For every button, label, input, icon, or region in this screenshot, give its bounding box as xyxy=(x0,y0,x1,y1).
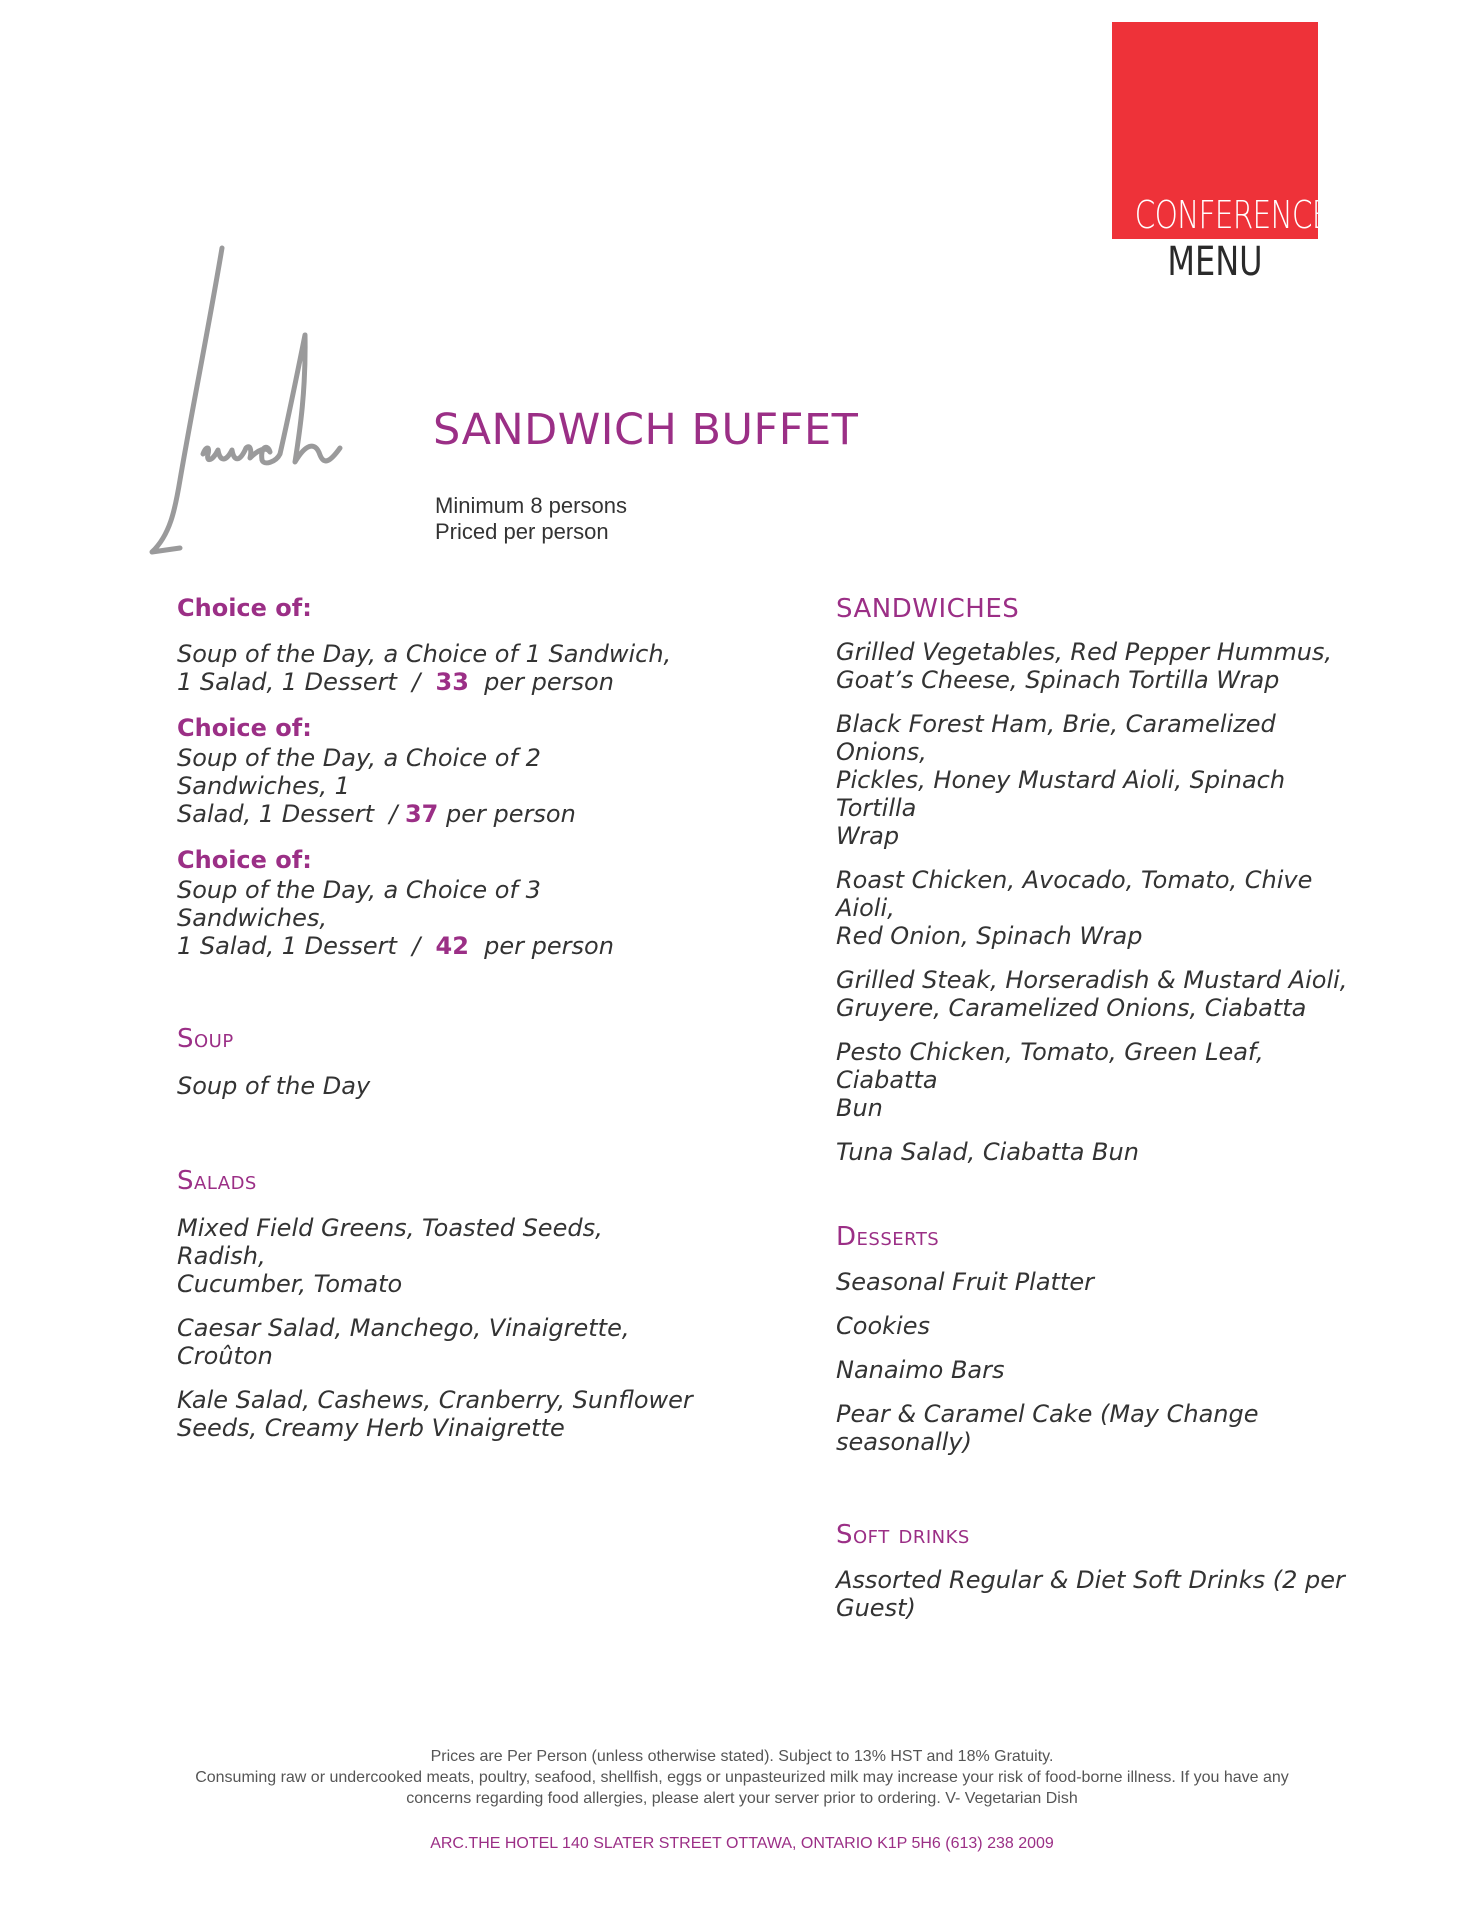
minimum-persons-note: Minimum 8 persons xyxy=(435,493,627,518)
sandwich-item: Grilled Steak, Horseradish & Mustard Aioli, Gruyere, Caramelized Onions, Ciabatta xyxy=(836,966,1348,1022)
sandwich-item: Grilled Vegetables, Red Pepper Hummus, Goat’s Cheese, Spinach Tortilla Wrap xyxy=(836,638,1333,694)
lunch-script-heading xyxy=(140,240,380,570)
sandwich-item: Pesto Chicken, Tomato, Green Leaf, Ciabatta Bun xyxy=(836,1038,1264,1122)
salad-item: Caesar Salad, Manchego, Vinaigrette, Croûton xyxy=(177,1314,630,1370)
choice-label: Choice of: xyxy=(177,594,312,622)
salad-item: Kale Salad, Cashews, Cranberry, Sunflower Seeds, Creamy Herb Vinaigrette xyxy=(177,1386,693,1442)
drink-item: Assorted Regular & Diet Soft Drinks (2 per Guest) xyxy=(836,1566,1345,1622)
price-33: 33 xyxy=(435,668,469,696)
price-37: 37 xyxy=(404,800,439,828)
choice-option-3: Soup of the Day, a Choice of 3 Sandwiches, 1 Salad, 1 Dessert / 42 per person xyxy=(177,876,614,960)
desserts-heading: Desserts xyxy=(836,1222,940,1252)
price-42: 42 xyxy=(435,932,469,960)
pricing-note: Priced per person xyxy=(435,519,609,544)
dessert-item: Seasonal Fruit Platter xyxy=(836,1268,1094,1296)
footer-line: Consuming raw or undercooked meats, poultry, seafood, shellfish, eggs or unpasteurized milk may increase your risk of food-borne illness. If you have any xyxy=(195,1769,1289,1786)
soup-heading: Soup xyxy=(177,1024,234,1054)
dessert-item: Cookies xyxy=(836,1312,930,1340)
logo-block xyxy=(1112,22,1330,239)
sandwiches-heading: SANDWICHES xyxy=(836,594,1020,624)
page-title: SANDWICH BUFFET xyxy=(433,405,859,455)
footer-notes xyxy=(0,1746,1484,1809)
logo-conference-text: CONFERENCE xyxy=(1134,193,1330,237)
left-column xyxy=(177,594,697,1442)
salads-heading: Salads xyxy=(177,1166,257,1196)
dessert-item: Pear & Caramel Cake (May Change seasonally) xyxy=(836,1400,1259,1456)
sandwich-item: Roast Chicken, Avocado, Tomato, Chive Aioli, Red Onion, Spinach Wrap xyxy=(836,866,1313,950)
right-column xyxy=(836,594,1356,1622)
choice-option-2: Soup of the Day, a Choice of 2 Sandwiches, 1 Salad, 1 Dessert / 37 per person xyxy=(177,744,576,828)
footer-line: Prices are Per Person (unless otherwise stated). Subject to 13% HST and 18% Gratuity. xyxy=(430,1748,1054,1765)
choice-label: Choice of: xyxy=(177,846,312,874)
salad-item: Mixed Field Greens, Toasted Seeds, Radish, Cucumber, Tomato xyxy=(177,1214,603,1298)
hotel-address: ARC.THE HOTEL 140 SLATER STREET OTTAWA, ONTARIO K1P 5H6 (613) 238 2009 xyxy=(430,1835,1054,1852)
choice-option-1: Soup of the Day, a Choice of 1 Sandwich, 1 Salad, 1 Dessert / 33 per person xyxy=(177,640,672,696)
footer-line: concerns regarding food allergies, please alert your server prior to ordering. V- Vegetarian Dish xyxy=(406,1790,1078,1807)
soup-item: Soup of the Day xyxy=(177,1072,371,1100)
dessert-item: Nanaimo Bars xyxy=(836,1356,1005,1384)
soft-drinks-heading: Soft drinks xyxy=(836,1520,970,1550)
sandwich-item: Black Forest Ham, Brie, Caramelized Onions, Pickles, Honey Mustard Aioli, Spinach Tortilla Wrap xyxy=(836,710,1286,850)
logo-menu-text: MENU xyxy=(1167,239,1263,285)
sandwich-item: Tuna Salad, Ciabatta Bun xyxy=(836,1138,1139,1166)
choice-label: Choice of: xyxy=(177,714,312,742)
